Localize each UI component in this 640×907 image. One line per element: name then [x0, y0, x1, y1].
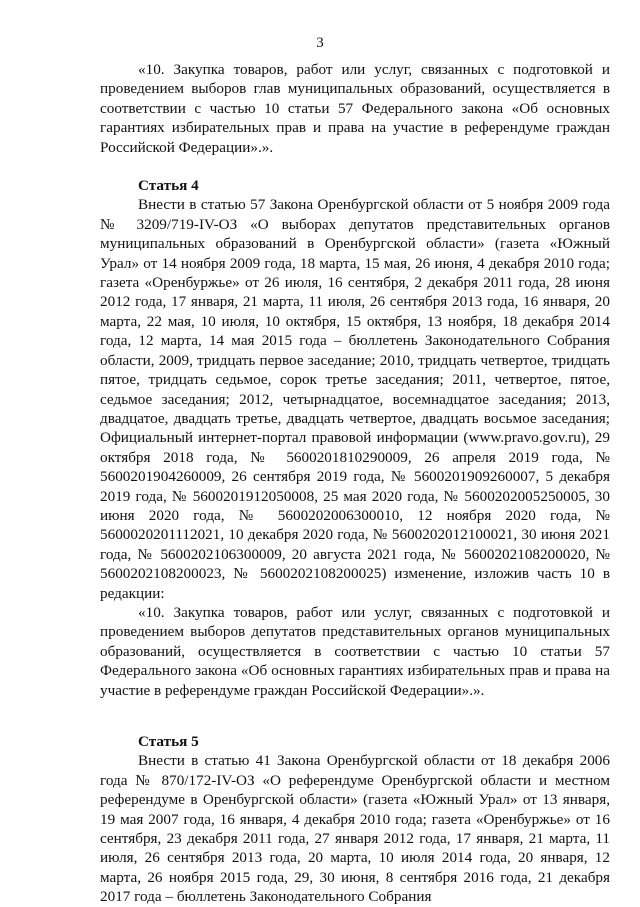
article-4-heading: Статья 4	[138, 177, 199, 195]
document-body	[100, 60, 610, 907]
article-5-body: Внести в статью 41 Закона Оренбургской области от 18 декабря 2006 года № 870/172-IV-ОЗ «О референдуме Оренбургской области и местном референдуме в Оренбургской области» (газета «Южный Урал» от 13 января, 19 мая 2007 года, 16 января, 4 декабря 2010 года; газета «Оренбуржье» от 16 сентября, 23 декабря 2011 года, 27 января 2012 года, 17 января, 21 марта, 11 июля, 26 сентября 2013 года, 20 марта, 10 июля 2014 года, 20 января, 12 марта, 26 ноября 2015 года, 29, 30 июня, 8 сентября 2016 года, 21 декабря 2017 года – бюллетень Законодательного Собрания	[100, 752, 610, 906]
quote-paragraph-1: «10. Закупка товаров, работ или услуг, связанных с подготовкой и проведением выборов глав муниципальных образований, осуществляется в соответствии с частью 10 статьи 57 Федерального закона «Об основных гарантиях избирательных прав и права на участие в референдуме граждан Российской Федерации».».	[100, 61, 610, 156]
quote-paragraph-2: «10. Закупка товаров, работ или услуг, связанных с подготовкой и проведением выборов депутатов представительных органов муниципальных образований, осуществляется в соответствии с частью 10 статьи 57 Федерального закона «Об основных гарантиях избирательных прав и права на участие в референдуме граждан Российской Федерации».».	[100, 603, 610, 699]
page-number: 3	[316, 35, 324, 51]
article-4-body: Внести в статью 57 Закона Оренбургской области от 5 ноября 2009 года № 3209/719-IV-ОЗ «О выборах депутатов представительных органов муниципальных образований в Оренбургской области» (газета «Южный Урал» от 14 ноября 2009 года, 18 марта, 15 мая, 26 июня, 4 декабря 2010 года; газета «Оренбуржье» от 26 июля, 16 сентября, 2 декабря 2011 года, 28 июня 2012 года, 17 января, 21 марта, 11 июля, 26 сентября 2013 года, 16 января, 20 марта, 22 мая, 10 июля, 10 октября, 15 октября, 13 ноября, 18 декабря 2014 года, 12 марта, 14 мая 2015 года – бюллетень Законодательного Собрания области, 2009, тридцать первое заседание; 2010, тридцать четвертое, тридцать пятое, тридцать седьмое, сорок третье заседания; 2011, четвертое, пятое, седьмое заседания; 2012, четырнадцатое, восемнадцатое заседания; 2013, двадцатое, двадцать третье, двадцать четвертое, двадцать восьмое заседания; Официальный интернет-портал правовой информации (www.pravo.gov.ru), 29 октября 2018 года, № 5600201810290009, 26 апреля 2019 года, № 5600201904260009, 26 сентября 2019 года, № 5600201909260007, 5 декабря 2019 года, № 5600201912050008, 25 мая 2020 года, № 5600202005250005, 30 июня 2020 года, № 5600202006300010, 12 ноября 2020 года, № 5600020201112021, 10 декабря 2020 года, № 5600202012100021, 30 июня 2021 года, № 5600202106300009, 20 августа 2021 года, № 5600202108200020, № 5600202108200023, № 5600202108200025) изменение, изложив часть 10 в редакции:	[100, 196, 610, 602]
article-5-heading: Статья 5	[138, 733, 199, 750]
